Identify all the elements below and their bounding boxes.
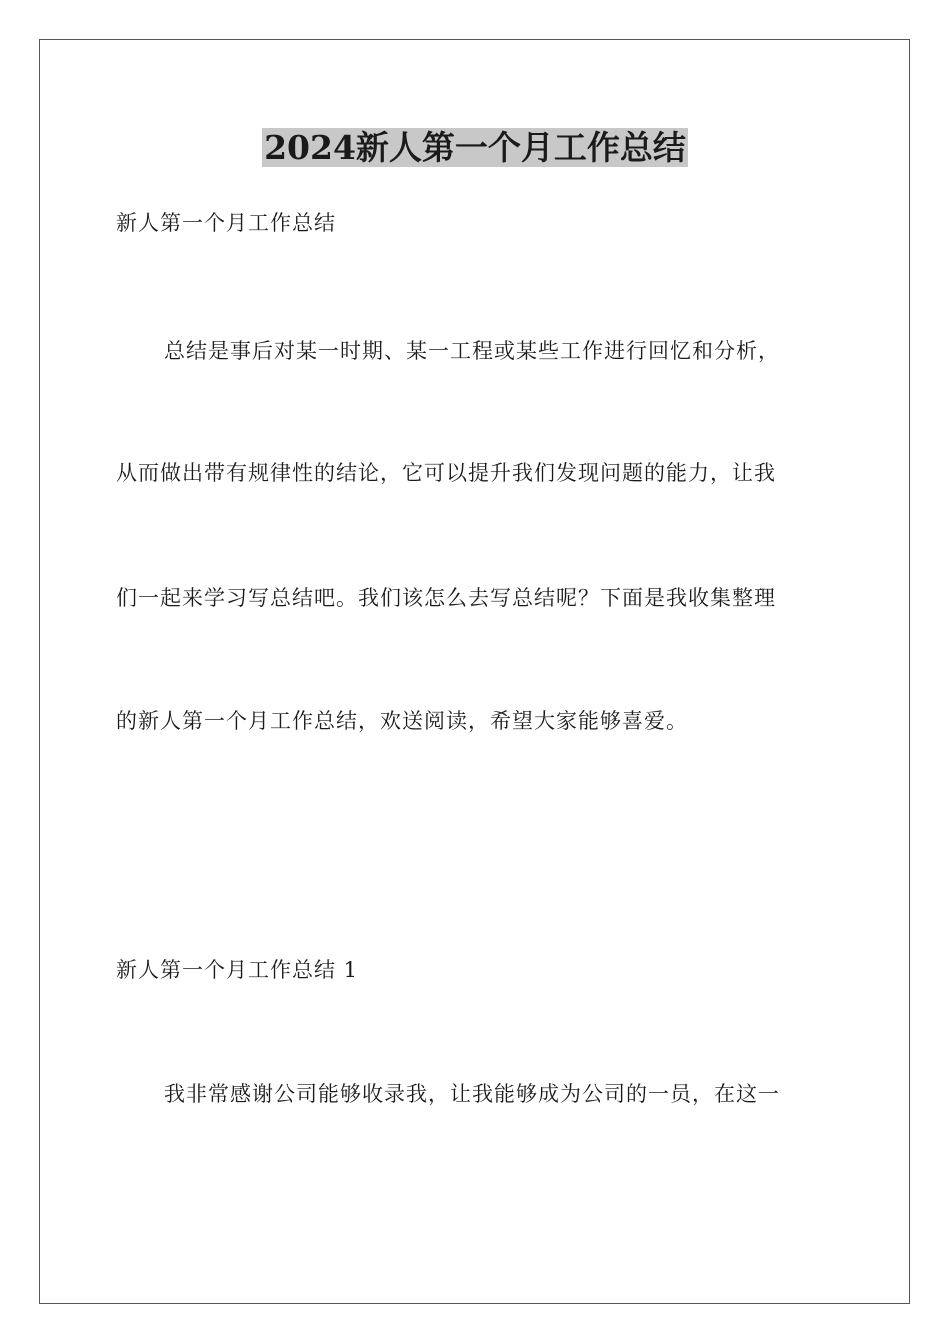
intro-line-1: 总结是事后对某一时期、某一工程或某些工作进行回忆和分析， xyxy=(164,339,780,363)
document-title xyxy=(0,126,950,170)
intro-line-4: 的新人第一个月工作总结，欢送阅读，希望大家能够喜爱。 xyxy=(116,709,688,733)
document-subtitle: 新人第一个月工作总结 xyxy=(116,211,336,235)
intro-line-2: 从而做出带有规律性的结论，它可以提升我们发现问题的能力，让我 xyxy=(116,461,776,485)
section-heading: 新人第一个月工作总结 1 xyxy=(116,958,359,982)
intro-line-3: 们一起来学习写总结吧。我们该怎么去写总结呢？下面是我收集整理 xyxy=(116,586,776,610)
section-line-1: 我非常感谢公司能够收录我，让我能够成为公司的一员，在这一 xyxy=(164,1082,780,1106)
document-title-text: 2024新人第一个月工作总结 xyxy=(264,128,686,167)
